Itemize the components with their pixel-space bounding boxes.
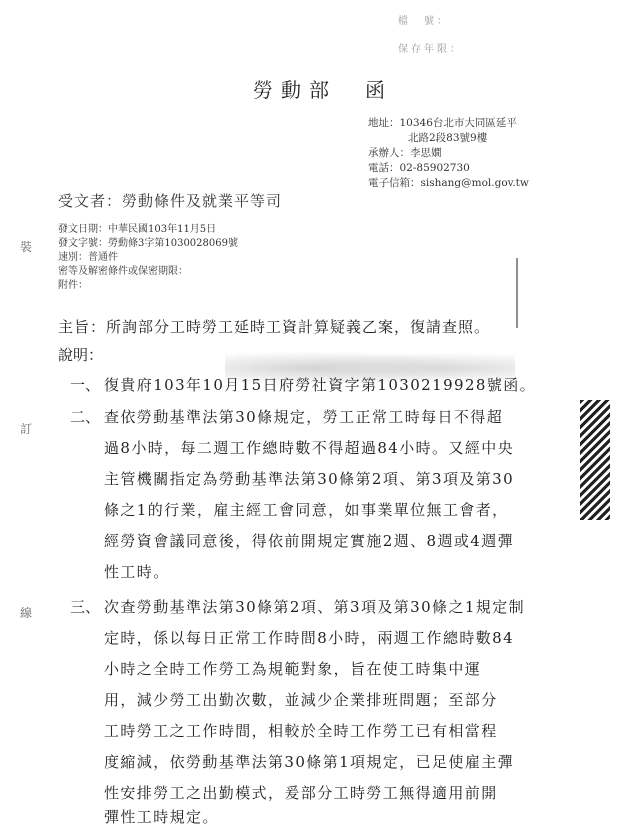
attachment: 附件：	[58, 280, 88, 291]
retention-period-label: 保存年限：	[398, 44, 463, 55]
page-title: 勞動部 函	[253, 78, 393, 102]
item-2-line: 過8小時，每二週工作總時數不得超過84小時。又經中央	[104, 439, 515, 457]
file-number-label: 檔 號：	[398, 16, 450, 27]
item-1-line: 復貴府103年10月15日府勞社資字第1030219928號函。	[104, 376, 537, 394]
binding-mark: 裝	[20, 240, 33, 254]
binding-mark: 線	[20, 606, 33, 620]
item-2-line: 性工時。	[104, 563, 170, 581]
address-line-1: 地址：10346台北市大同區延平	[368, 117, 517, 129]
contact-block	[368, 116, 529, 191]
item-3-line: 度縮減，依勞動基準法第30條第1項規定，已足使雇主彈	[104, 753, 515, 771]
item-2-line: 主管機關指定為勞動基準法第30條第2項、第3項及第30	[104, 470, 515, 488]
email: 電子信箱：sishang@mol.gov.tw	[368, 177, 529, 189]
doc-meta	[58, 223, 238, 293]
subject: 主旨：所詢部分工時勞工延時工資計算疑義乙案，復請查照。	[58, 318, 491, 336]
item-3-line: 彈性工時規定。	[104, 808, 219, 826]
item-3-line: 次查勞動基準法第30條第2項、第3項及第30條之1規定制	[104, 598, 526, 616]
item-2-line: 查依勞動基準法第30條規定，勞工正常工時每日不得超	[104, 408, 504, 426]
issue-date: 發文日期：中華民國103年11月5日	[58, 224, 217, 235]
recipient: 受文者：勞動條件及就業平等司	[58, 192, 283, 210]
item-2-line: 條之1的行業，雇主經工會同意，如事業單位無工會者，	[104, 501, 509, 519]
item-3-line: 用，減少勞工出勤次數，並減少企業排班問題；至部分	[104, 691, 498, 709]
explanation-label: 說明：	[58, 346, 104, 364]
handler: 承辦人：李思嫺	[368, 147, 442, 159]
item-2-line: 經勞資會議同意後，得依前開規定實施2週、8週或4週彈	[104, 532, 515, 550]
doc-number: 發文字號：勞動條3字第1030028069號	[58, 238, 238, 249]
item-3-line: 定時，係以每日正常工作時間8小時，兩週工作總時數84	[104, 629, 515, 647]
address-line-2: 北路2段83號9樓	[408, 132, 488, 144]
item-3-number: 三、	[70, 598, 101, 616]
speed: 速別：普通件	[58, 252, 118, 263]
security-level: 密等及解密條件或保密期限：	[58, 266, 188, 277]
item-3-line: 工時勞工之工作時間，相較於全時工作勞工已有相當程	[104, 722, 498, 740]
phone: 電話：02-85902730	[368, 162, 470, 174]
item-1-number: 一、	[70, 376, 101, 394]
barcode-strip	[580, 400, 610, 520]
pen-mark	[516, 258, 518, 328]
item-3-line: 性安排勞工之出勤模式，爰部分工時勞工無得適用前開	[104, 784, 498, 802]
binding-mark: 訂	[20, 422, 33, 436]
item-2-number: 二、	[70, 408, 101, 426]
item-3-line: 小時之全時工作勞工為規範對象，旨在使工時集中運	[104, 660, 482, 678]
